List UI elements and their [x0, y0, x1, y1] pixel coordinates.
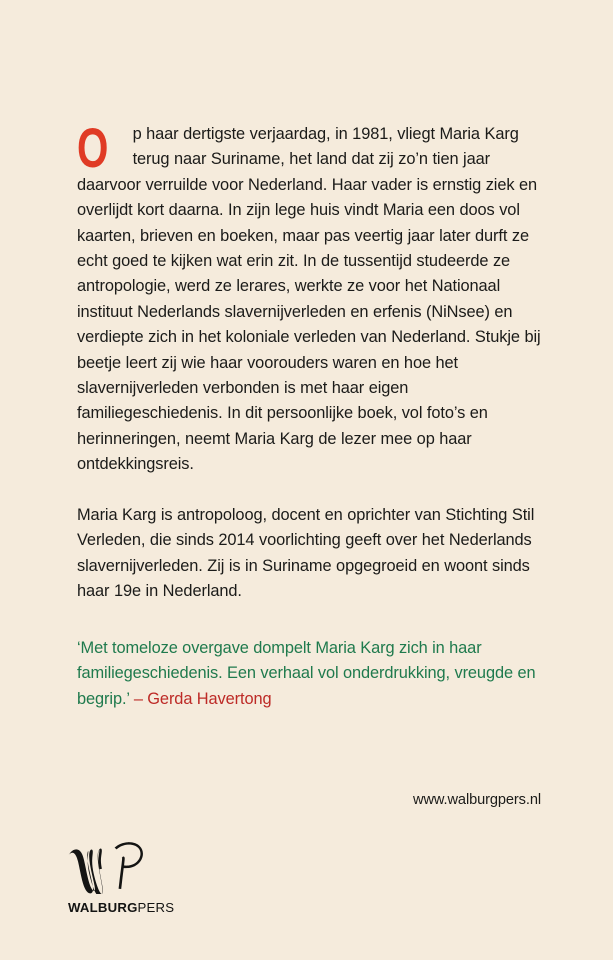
walburgpers-wp-monogram-icon	[68, 840, 154, 894]
publisher-website-link[interactable]: www.walburgpers.nl	[413, 792, 541, 808]
blurb-paragraph-2: Maria Karg is antropoloog, docent en oprichter van Stichting Stil Verleden, die sinds 2014 voorlichting geeft over het Nederlands slavernijverleden. Zij is in Suriname opgegroeid en woont sinds haar 19e in Nederland.	[77, 505, 535, 600]
publisher-logo	[68, 840, 186, 915]
review-quote-text: ‘Met tomeloze overgave dompelt Maria Karg zich in haar familiegeschiedenis. Een verhaal vol onderdrukking, vreugde en begrip.’	[77, 639, 536, 708]
publisher-wordmark-strong: WALBURG	[68, 900, 138, 915]
review-quote-attribution: – Gerda Havertong	[133, 689, 272, 708]
blurb-copy-block	[77, 116, 541, 604]
publisher-wordmark	[68, 900, 186, 915]
review-quote	[77, 636, 547, 712]
publisher-wordmark-light: PERS	[137, 900, 175, 915]
blurb-paragraph-1-text: p haar dertigste verjaardag, in 1981, vliegt Maria Karg terug naar Suriname, het land dat zij zo’n tien jaar daarvoor verruilde voor Nederland. Haar vader is ernstig ziek en overlijdt kort daarna. In zijn lege huis vindt Maria een doos vol kaarten, brieven en boeken, maar pas veertig jaar later durft ze echt goed te kijken wat erin zit. In de tussentijd studeerde ze antropologie, werd ze lerares, werkte ze voor het Nationaal instituut Nederlands slavernijverleden en erfenis (NiNsee) en verdiepte zich in het koloniale verleden van Nederland. Stukje bij beetje leert zij wie haar voorouders waren en hoe het slavernijverleden verbonden is met haar eigen familiegeschiedenis. In dit persoonlijke boek, vol foto’s en herinneringen, neemt Maria Karg de lezer mee op haar ontdekkingsreis.	[77, 125, 541, 474]
drop-cap-letter: O	[77, 116, 109, 179]
blurb-paragraph-1	[77, 116, 541, 478]
